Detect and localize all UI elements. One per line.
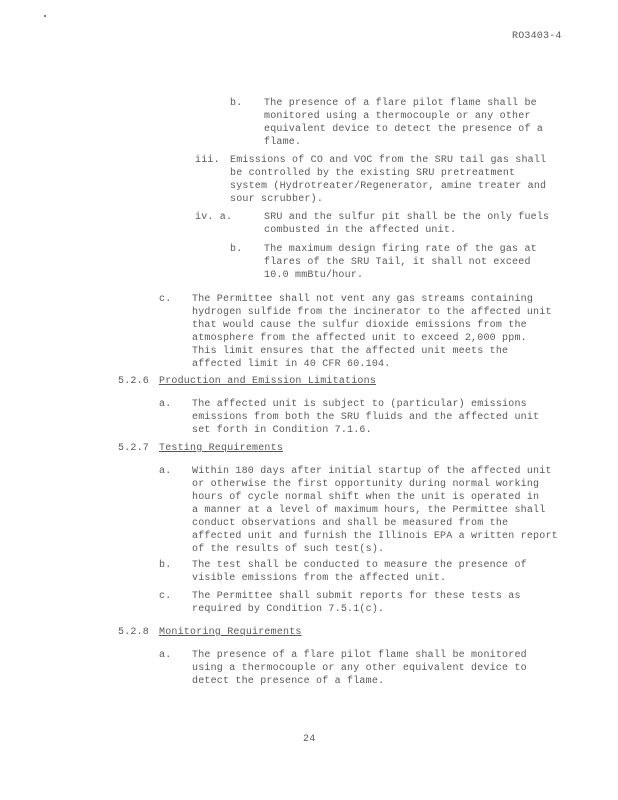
item-line: flares of the SRU Tail, it shall not exceed xyxy=(264,257,531,268)
item-line: of the results of such test(s). xyxy=(192,544,385,555)
item-label: a. xyxy=(159,650,172,661)
item-line: combusted in the affected unit. xyxy=(264,225,457,236)
section-heading: Testing Requirements xyxy=(159,443,284,454)
item-line: The presence of a flare pilot flame shall be monitored xyxy=(192,650,527,661)
item-label: b. xyxy=(159,560,172,571)
item-line: SRU and the sulfur pit shall be the only fuels xyxy=(264,212,550,223)
item-line: The affected unit is subject to (particular) emissions xyxy=(192,399,527,410)
section-heading: Production and Emission Limitations xyxy=(159,376,377,387)
item-line: or otherwise the first opportunity during normal working xyxy=(192,479,540,490)
item-line: 10.0 mmBtu/hour. xyxy=(264,270,364,281)
item-line: system (Hydrotreater/Regenerator, amine treater and xyxy=(230,181,547,192)
item-line: hydrogen sulfide from the incinerator to the affected unit xyxy=(192,307,552,318)
item-line: Emissions of CO and VOC from the SRU tail gas shall xyxy=(230,155,547,166)
item-line: The Permittee shall submit reports for these tests as xyxy=(192,591,521,602)
document-code: RO3403-4 xyxy=(512,31,562,42)
item-line: sour scrubber). xyxy=(230,194,324,205)
item-line: a manner at a level of maximum hours, the Permittee shall xyxy=(192,505,546,516)
section-number: 5.2.6 xyxy=(118,376,150,387)
item-label: iii. xyxy=(195,155,220,166)
item-line: hours of cycle normal shift when the unit is operated in xyxy=(192,492,540,503)
page-number: 24 xyxy=(303,734,316,745)
item-line: affected limit in 40 CFR 60.104. xyxy=(192,359,391,370)
item-line: be controlled by the existing SRU pretreatment xyxy=(230,168,516,179)
item-line: The test shall be conducted to measure the presence of xyxy=(192,560,527,571)
item-label: iv. a. xyxy=(195,212,233,223)
item-label: b. xyxy=(230,244,243,255)
scan-speck xyxy=(44,15,46,17)
item-line: monitored using a thermocouple or any other xyxy=(264,111,531,122)
item-line: equivalent device to detect the presence of a xyxy=(264,124,544,135)
item-label: c. xyxy=(159,294,172,305)
item-line: affected unit and furnish the Illinois EPA a written report xyxy=(192,531,558,542)
section-number: 5.2.8 xyxy=(118,627,150,638)
item-line: that would cause the sulfur dioxide emissions from the xyxy=(192,320,527,331)
item-line: using a thermocouple or any other equivalent device to xyxy=(192,663,527,674)
item-line: set forth in Condition 7.1.6. xyxy=(192,425,372,436)
item-line: emissions from both the SRU fluids and the affected unit xyxy=(192,412,540,423)
item-line: The presence of a flare pilot flame shall be xyxy=(264,98,537,109)
item-line: flame. xyxy=(264,137,302,148)
section-heading: Monitoring Requirements xyxy=(159,627,302,638)
item-line: conduct observations and shall be measured from the xyxy=(192,518,509,529)
item-label: a. xyxy=(159,399,172,410)
item-line: The maximum design firing rate of the gas at xyxy=(264,244,537,255)
section-number: 5.2.7 xyxy=(118,443,150,454)
item-line: Within 180 days after initial startup of the affected unit xyxy=(192,466,552,477)
item-label: a. xyxy=(159,466,172,477)
item-line: The Permittee shall not vent any gas streams containing xyxy=(192,294,534,305)
item-line: visible emissions from the affected unit. xyxy=(192,573,447,584)
item-line: This limit ensures that the affected unit meets the xyxy=(192,346,509,357)
item-line: required by Condition 7.5.1(c). xyxy=(192,604,385,615)
item-line: atmosphere from the affected unit to exceed 2,000 ppm. xyxy=(192,333,527,344)
item-label: b. xyxy=(230,98,243,109)
item-line: detect the presence of a flame. xyxy=(192,676,385,687)
item-label: c. xyxy=(159,591,172,602)
